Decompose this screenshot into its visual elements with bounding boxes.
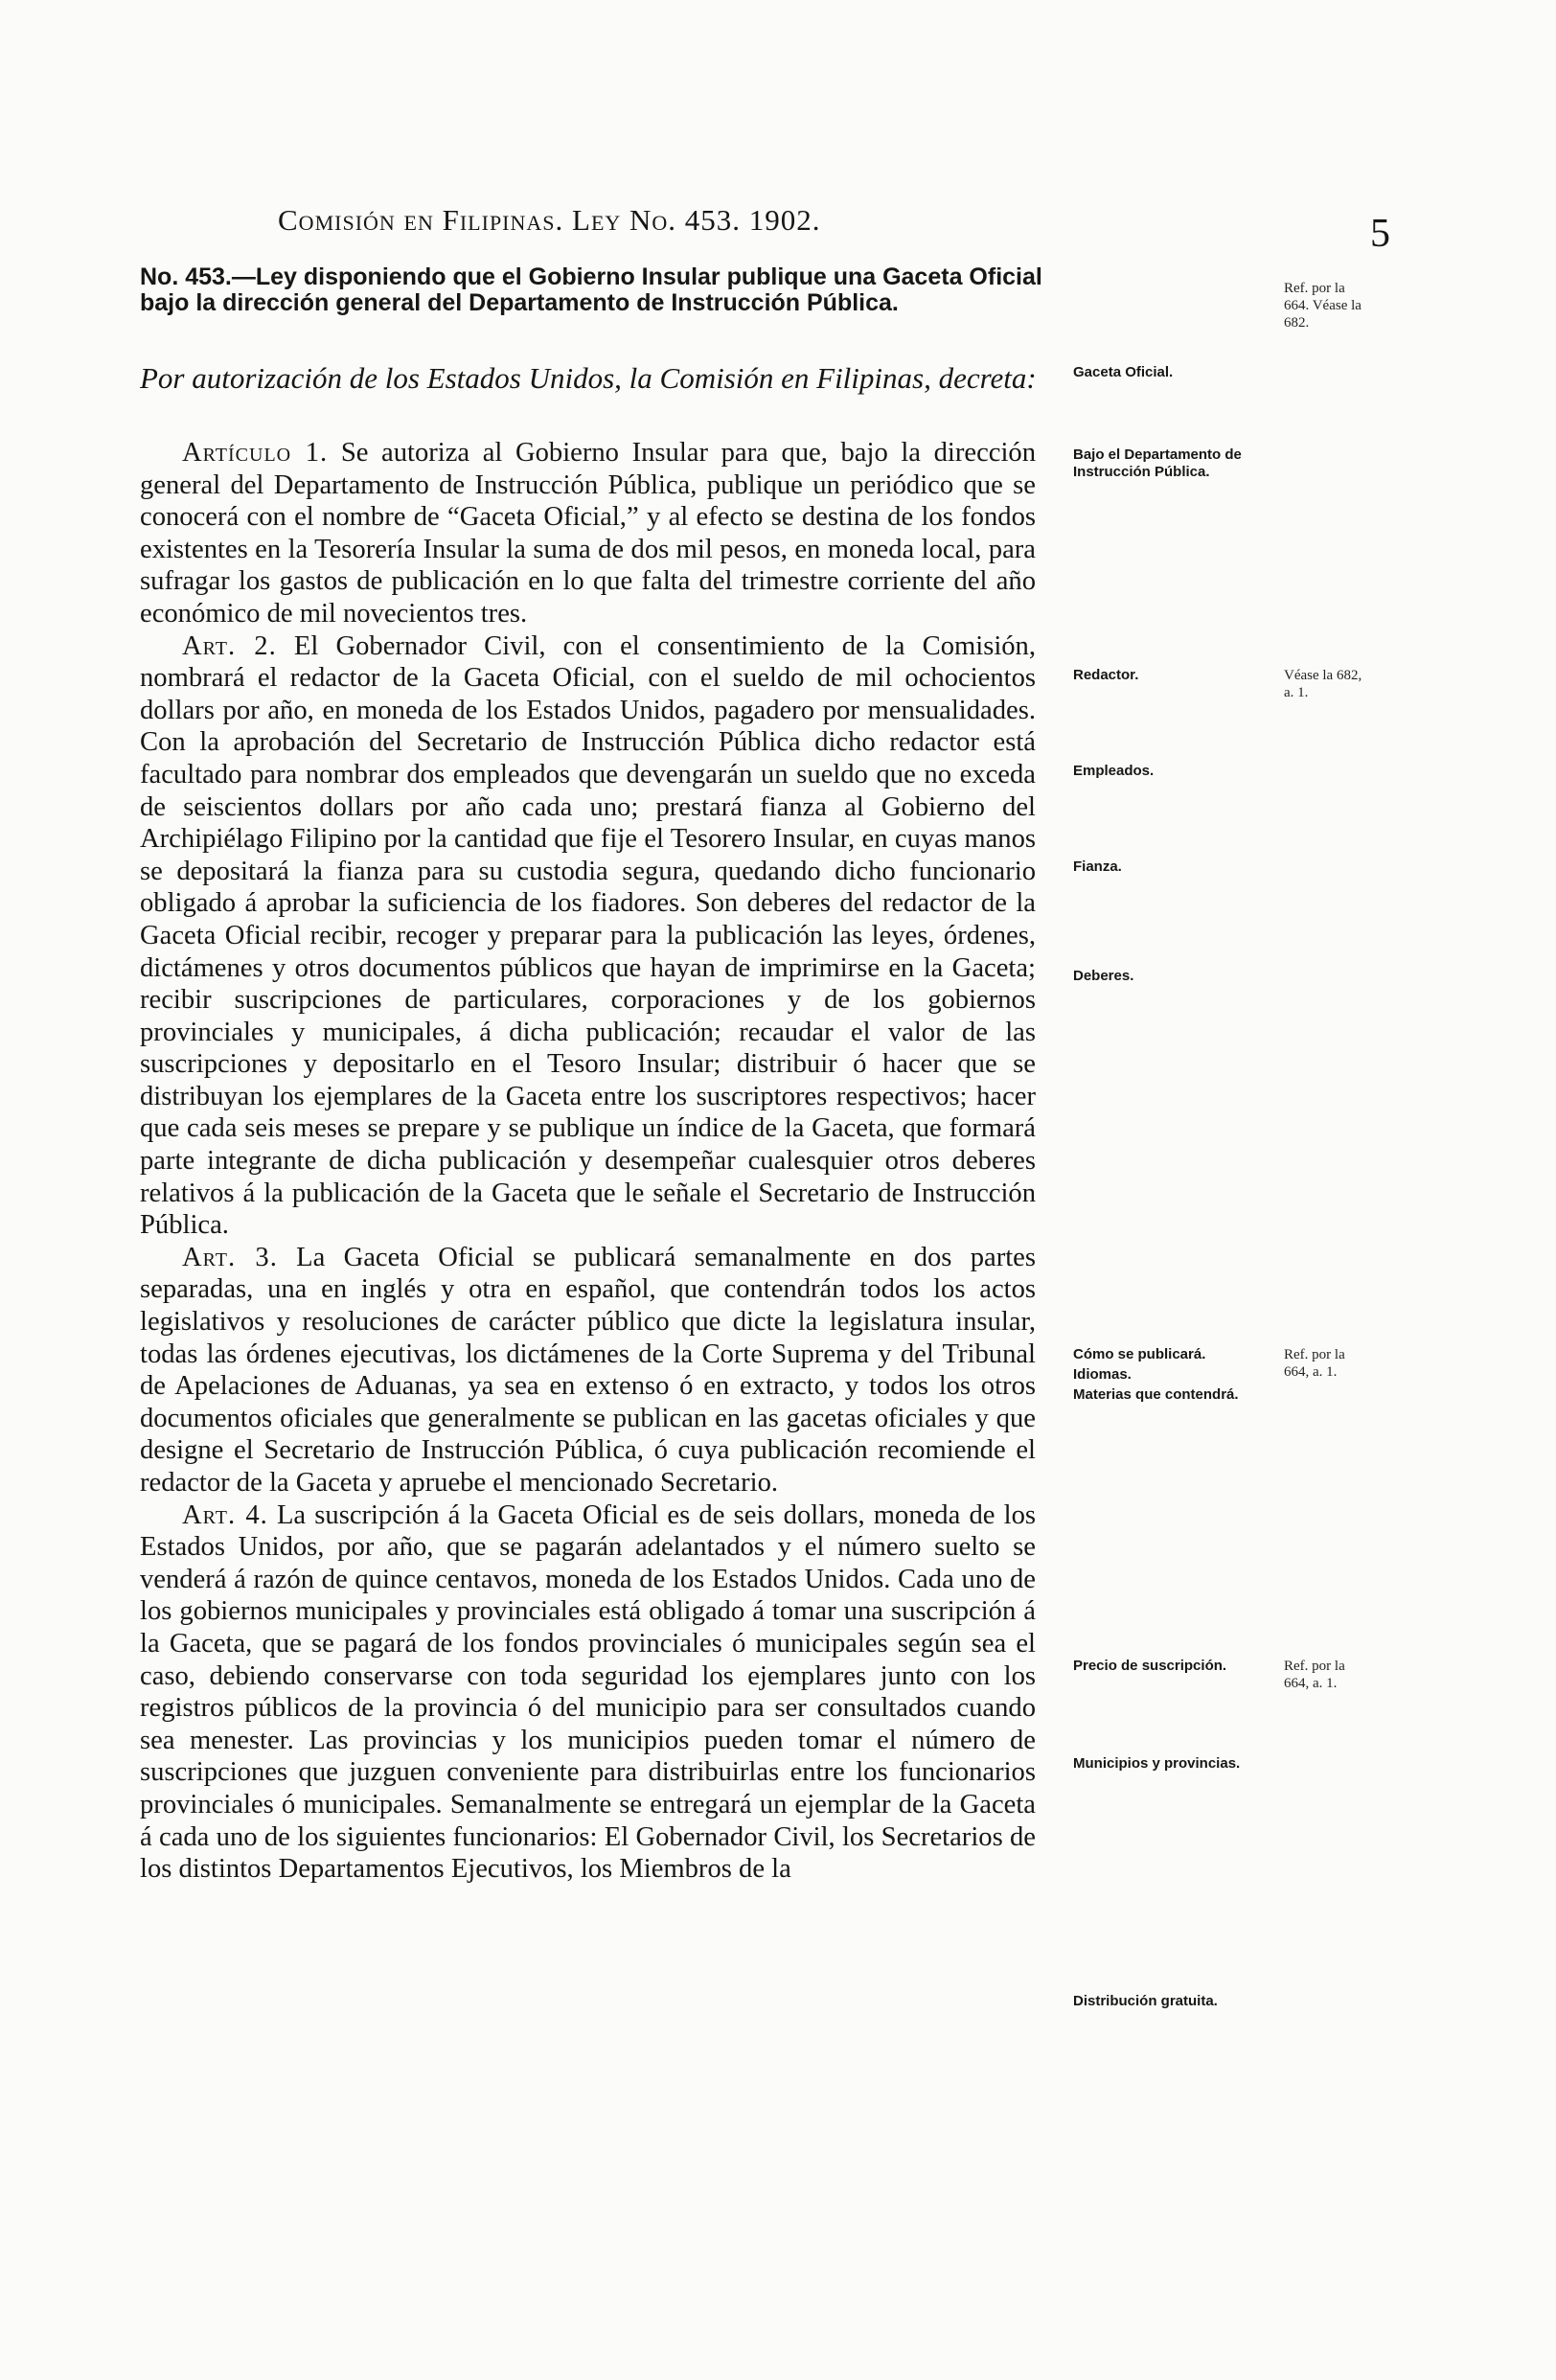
article-text: El Gobernador Civil, con el consentimiento de la Comisión, nombrará el redactor de la Gaceta Oficial, con el sueldo de mil ochocientos dollars por año, en moneda de los Estados Unidos, pagadero por mensualidades. Con la aprobación del Secretario de Instrucción Pública dicho redactor está facultado para nombrar dos empleados que devengarán un sueldo que no exceda de seiscientos dollars por año cada uno; prestará fianza al Gobierno del Archipiélago Filipino por la cantidad que fije el Tesorero Insular, en cuyas manos se depositará la fianza para su custodia segura, quedando dicho funcionario obligado á aprobar la suficiencia de los fiadores. Son deberes del redactor de la Gaceta Oficial recibir, recoger y preparar para la publicación las leyes, órdenes, dictámenes y otros documentos públicos que hayan de imprimirse en la Gaceta; recibir suscripciones de particulares, corporaciones y de los gobiernos provinciales y municipales, á dicha publicación; recaudar el valor de las suscripciones y depositarlo en el Tesoro Insular; distribuir ó hacer que se distribuyan los ejemplares de la Gaceta entre los suscriptores respectivos; hacer que cada seis meses se prepare y se publique un índice de la Gaceta, que formará parte integrante de dicha publicación y desempeñar cualesquier otros deberes relativos á la publicación de la Gaceta que le señale el Secretario de Instrucción Pública. [140, 630, 1037, 1241]
article-label: Art. 2. [182, 630, 277, 661]
running-header: Comisión en Filipinas. Ley No. 453. 1902. [278, 203, 821, 237]
article-label: Artículo 1. [182, 438, 329, 468]
law-body [140, 437, 1036, 1886]
cross-ref-heading: Ref. por la 664. Véase la 682. [1284, 281, 1362, 331]
side-note-precio: Precio de suscripción. [1073, 1658, 1227, 1674]
page-number: 5 [1370, 212, 1390, 256]
article-text: Se autoriza al Gobierno Insular para que, bajo la dirección general del Departamento de Instrucción Pública, publique un periódico que se conocerá con el nombre de “Gaceta Oficial,” y al efecto se destina de los fondos existentes en la Tesorería Insular la suma de dos mil pesos, en moneda local, para sufragar los gastos de publicación en lo que falta del trimestre corriente del año económico de mil novecientos tres. [140, 438, 1036, 629]
article-label: Art. 3. [182, 1242, 278, 1272]
side-note-fianza: Fianza. [1073, 858, 1122, 875]
cross-ref-art4: Ref. por la 664, a. 1. [1284, 1659, 1345, 1691]
article-text: La Gaceta Oficial se publicará semanalmente en dos partes separadas, una en inglés y otra en español, que contendrán todos los actos legislativos y resoluciones de carácter público que dicte la legislatura insular, todas las órdenes ejecutivas, los dictámenes de la Corte Suprema y del Tribunal de Apelaciones de Aduanas, ya sea en extenso ó en extracto, y todos los otros documentos oficiales que generalmente se publican en las gacetas oficiales y que designe el Secretario de Instrucción Pública, ó cuya publicación recomiende el redactor de la Gaceta y apruebe el mencionado Secretario. [140, 1242, 1036, 1498]
side-note-deberes: Deberes. [1073, 968, 1134, 984]
article-1 [140, 437, 1036, 630]
side-note-redactor: Redactor. [1073, 667, 1139, 683]
side-note-materias: Materias que contendrá. [1073, 1386, 1239, 1403]
article-label: Art. 4. [182, 1499, 268, 1530]
side-note-municipios: Municipios y provincias. [1073, 1755, 1241, 1772]
side-note-idiomas: Idiomas. [1073, 1366, 1132, 1383]
side-note-como-se-publicara: Cómo se publicará. [1073, 1346, 1206, 1362]
article-3 [140, 1242, 1036, 1499]
decree-clause: Por autorización de los Estados Unidos, la Comisión en Filipinas, decreta: [140, 361, 1037, 395]
cross-ref-art3: Ref. por la 664, a. 1. [1284, 1347, 1345, 1380]
side-note-departamento: Bajo el Departamento de Instrucción Pública. [1073, 446, 1242, 480]
side-note-empleados: Empleados. [1073, 763, 1155, 779]
article-text: La suscripción á la Gaceta Oficial es de seis dollars, moneda de los Estados Unidos, por año, que se pagarán adelantados y el número suelto se venderá á razón de quince centavos, moneda de los Estados Unidos. Cada uno de los gobiernos municipales y provinciales está obligado á tomar una suscripción á la Gaceta, que se pagará de los fondos provinciales ó municipales según sea el caso, debiendo conservarse con toda seguridad los ejemplares junto con los registros públicos de la provincia ó del municipio para ser consultados cuando sea menester. Las provincias y los municipios pueden tomar el número de suscripciones que juzguen conveniente para distribuirlas entre los funcionarios provinciales ó municipales. Semanalmente se entregará un ejemplar de la Gaceta á cada uno de los siguientes funcionarios: El Gobernador Civil, los Secretarios de los distintos Departamentos Ejecutivos, los Miembros de la [140, 1499, 1036, 1885]
law-heading: No. 453.—Ley disponiendo que el Gobierno Insular publique una Gaceta Oficial bajo la dirección general del Departamento de Instrucción Pública. [140, 263, 1042, 316]
side-note-distribucion: Distribución gratuita. [1073, 1993, 1218, 2009]
side-note-gaceta-oficial: Gaceta Oficial. [1073, 364, 1174, 380]
article-2 [140, 630, 1036, 1242]
article-4 [140, 1499, 1036, 1886]
cross-ref-art2: Véase la 682, a. 1. [1284, 668, 1362, 700]
